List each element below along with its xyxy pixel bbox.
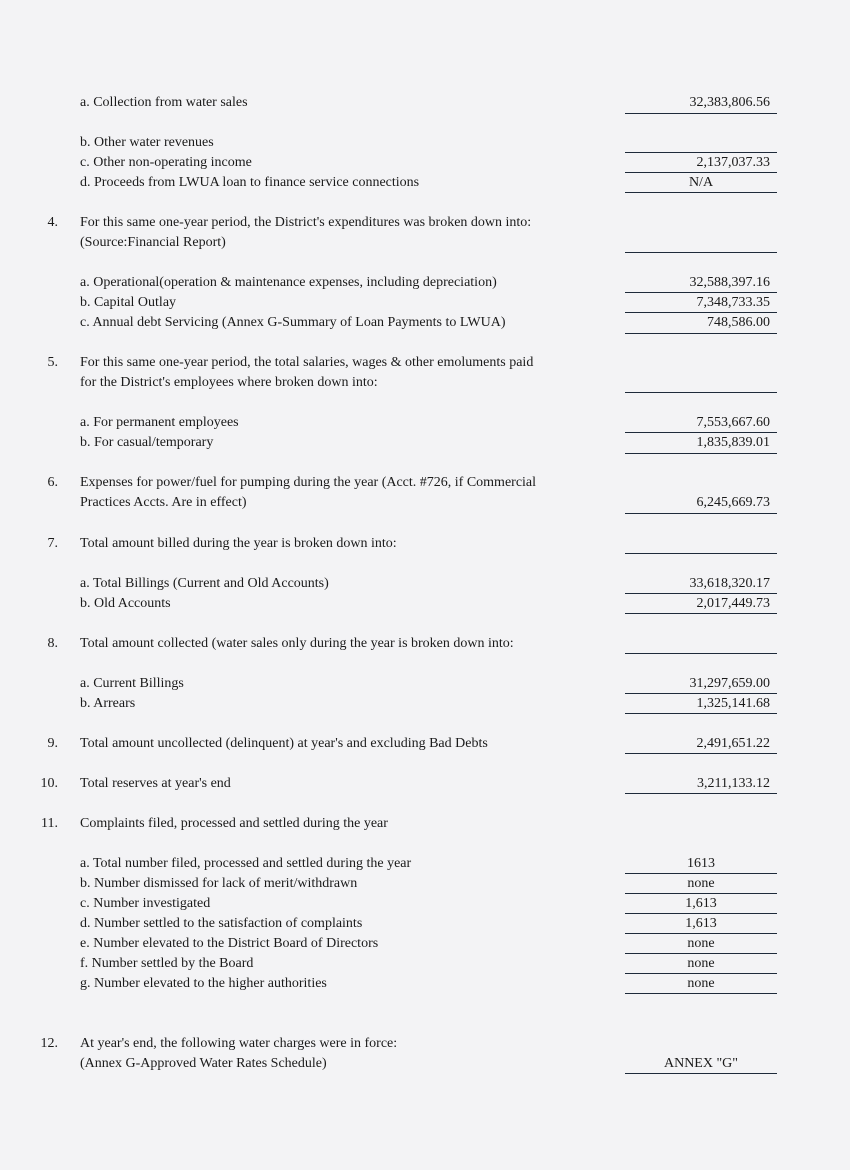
item-5-number: 5.	[47, 355, 58, 370]
item-5b-label: b. For casual/temporary	[80, 435, 214, 450]
item-7-line1: Total amount billed during the year is broken down into:	[80, 536, 397, 551]
item-6-line2: Practices Accts. Are in effect)	[80, 495, 247, 510]
answer-line	[625, 513, 777, 514]
item-3c-value: 2,137,037.33	[696, 155, 770, 170]
item-4a-value: 32,588,397.16	[689, 275, 770, 290]
item-10-value: 3,211,133.12	[697, 776, 770, 791]
item-3a-value: 32,383,806.56	[689, 95, 770, 110]
answer-line	[625, 593, 777, 594]
answer-line	[625, 152, 777, 153]
answer-line	[625, 973, 777, 974]
answer-line	[625, 693, 777, 694]
answer-line	[625, 553, 777, 554]
answer-line	[625, 893, 777, 894]
item-12-value: ANNEX "G"	[663, 1056, 739, 1071]
item-11-number: 11.	[41, 816, 58, 831]
item-4-number: 4.	[47, 215, 58, 230]
item-8b-label: b. Arrears	[80, 696, 136, 711]
item-4b-value: 7,348,733.35	[696, 295, 770, 310]
item-11e-label: e. Number elevated to the District Board of Directors	[80, 936, 379, 951]
item-7-number: 7.	[47, 536, 58, 551]
item-4-line2: (Source:Financial Report)	[80, 235, 226, 250]
item-12-number: 12.	[40, 1036, 58, 1051]
item-8a-label: a. Current Billings	[80, 676, 184, 691]
answer-line	[625, 432, 777, 433]
item-6-line1: Expenses for power/fuel for pumping during the year (Acct. #726, if Commercial	[80, 475, 537, 490]
item-8b-value: 1,325,141.68	[696, 696, 770, 711]
item-11c-value: 1,613	[685, 896, 717, 911]
item-3b-label: b. Other water revenues	[80, 135, 214, 150]
item-11b-value: none	[687, 876, 715, 891]
item-12-line1: At year's end, the following water charges were in force:	[80, 1036, 398, 1051]
answer-line	[625, 913, 777, 914]
item-5a-label: a. For permanent employees	[80, 415, 239, 430]
item-11a-label: a. Total number filed, processed and settled during the year	[80, 856, 412, 871]
item-9-number: 9.	[47, 736, 58, 751]
answer-line	[625, 453, 777, 454]
item-5-line2: for the District's employees where broken down into:	[80, 375, 378, 390]
item-11-line1: Complaints filed, processed and settled during the year	[80, 816, 388, 831]
item-11c-label: c. Number investigated	[80, 896, 211, 911]
answer-line	[625, 312, 777, 313]
item-12-line2: (Annex G-Approved Water Rates Schedule)	[80, 1056, 327, 1071]
answer-line	[625, 653, 777, 654]
item-3a-label: a. Collection from water sales	[80, 95, 248, 110]
answer-line	[625, 392, 777, 393]
item-11b-label: b. Number dismissed for lack of merit/withdrawn	[80, 876, 358, 891]
answer-line	[625, 753, 777, 754]
item-5-line1: For this same one-year period, the total salaries, wages & other emoluments paid	[80, 355, 534, 370]
item-4-line1: For this same one-year period, the District's expenditures was broken down into:	[80, 215, 532, 230]
answer-line	[625, 172, 777, 173]
item-4c-value: 748,586.00	[707, 315, 770, 330]
item-7a-value: 33,618,320.17	[689, 576, 770, 591]
item-7b-label: b. Old Accounts	[80, 596, 171, 611]
item-8a-value: 31,297,659.00	[689, 676, 770, 691]
answer-line	[625, 873, 777, 874]
answer-line	[625, 192, 777, 193]
item-6-number: 6.	[47, 475, 58, 490]
answer-line	[625, 613, 777, 614]
item-11f-value: none	[687, 956, 715, 971]
item-10-number: 10.	[40, 776, 58, 791]
item-11e-value: none	[687, 936, 715, 951]
answer-line	[625, 113, 777, 114]
answer-line	[625, 953, 777, 954]
answer-line	[625, 1073, 777, 1074]
item-5b-value: 1,835,839.01	[696, 435, 770, 450]
item-7a-label: a. Total Billings (Current and Old Accounts)	[80, 576, 329, 591]
item-4c-label: c. Annual debt Servicing (Annex G-Summary of Loan Payments to LWUA)	[80, 315, 506, 330]
answer-line	[625, 333, 777, 334]
item-5a-value: 7,553,667.60	[696, 415, 770, 430]
answer-line	[625, 793, 777, 794]
item-11a-value: 1613	[687, 856, 715, 871]
answer-line	[625, 993, 777, 994]
item-11d-label: d. Number settled to the satisfaction of complaints	[80, 916, 363, 931]
item-3c-label: c. Other non-operating income	[80, 155, 252, 170]
item-8-line1: Total amount collected (water sales only during the year is broken down into:	[80, 636, 514, 651]
item-7b-value: 2,017,449.73	[696, 596, 770, 611]
item-3d-value: N/A	[688, 175, 714, 190]
answer-line	[625, 933, 777, 934]
item-6-value: 6,245,669.73	[696, 495, 770, 510]
answer-line	[625, 252, 777, 253]
item-3d-label: d. Proceeds from LWUA loan to finance service connections	[80, 175, 420, 190]
item-11d-value: 1,613	[685, 916, 717, 931]
answer-line	[625, 713, 777, 714]
item-11g-value: none	[687, 976, 715, 991]
item-11g-label: g. Number elevated to the higher authorities	[80, 976, 327, 991]
item-10-line1: Total reserves at year's end	[80, 776, 231, 791]
item-11f-label: f. Number settled by the Board	[80, 956, 254, 971]
item-8-number: 8.	[47, 636, 58, 651]
item-4a-label: a. Operational(operation & maintenance expenses, including depreciation)	[80, 275, 497, 290]
answer-line	[625, 292, 777, 293]
item-9-line1: Total amount uncollected (delinquent) at year's and excluding Bad Debts	[80, 736, 488, 751]
item-4b-label: b. Capital Outlay	[80, 295, 177, 310]
item-9-value: 2,491,651.22	[696, 736, 770, 751]
